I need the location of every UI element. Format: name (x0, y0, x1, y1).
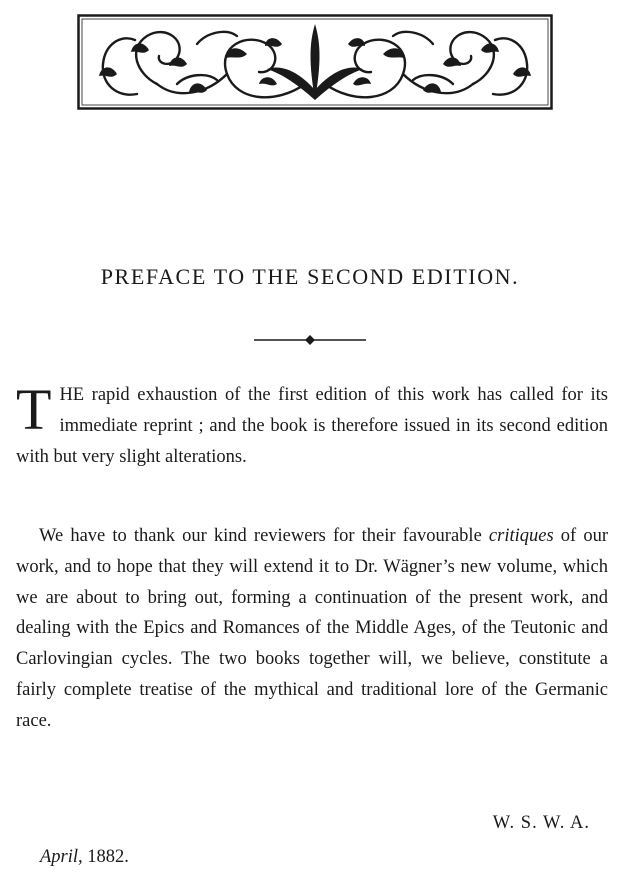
paragraph-2-italic-word: critiques (488, 526, 554, 546)
date-year: 1882. (82, 847, 129, 867)
paragraph-2-text-before: We have to thank our kind reviewers for their favourable (39, 526, 489, 546)
author-signature: W. S. W. A. (492, 813, 590, 833)
section-divider (254, 334, 366, 346)
drop-cap: T (16, 377, 52, 442)
decorative-headpiece-ornament (77, 14, 553, 110)
paragraph-2-text-after: of our work, and to hope that they will extend it to Dr. Wägner’s new volume, which we are about to bring out, forming a continuation of the present work, and dealing with the Epics and Romances of the Middle Ages, of the Teutonic and Carlovingian cycles. The two books together will, we believe, constitute a fairly complete treatise of the mythical and traditional lore of the Germanic race. (16, 526, 608, 731)
paragraph-1-text: HE rapid exhaustion of the first edition of this work has called for its immediate reprint ; and the book is therefore issued in its second edition with but very slight alterations. (16, 385, 608, 467)
preface-paragraph-1 (16, 377, 608, 472)
preface-paragraph-2 (16, 521, 608, 737)
preface-date (40, 847, 129, 868)
page-title: PREFACE TO THE SECOND EDITION. (100, 264, 520, 289)
date-month: April, (40, 847, 83, 867)
